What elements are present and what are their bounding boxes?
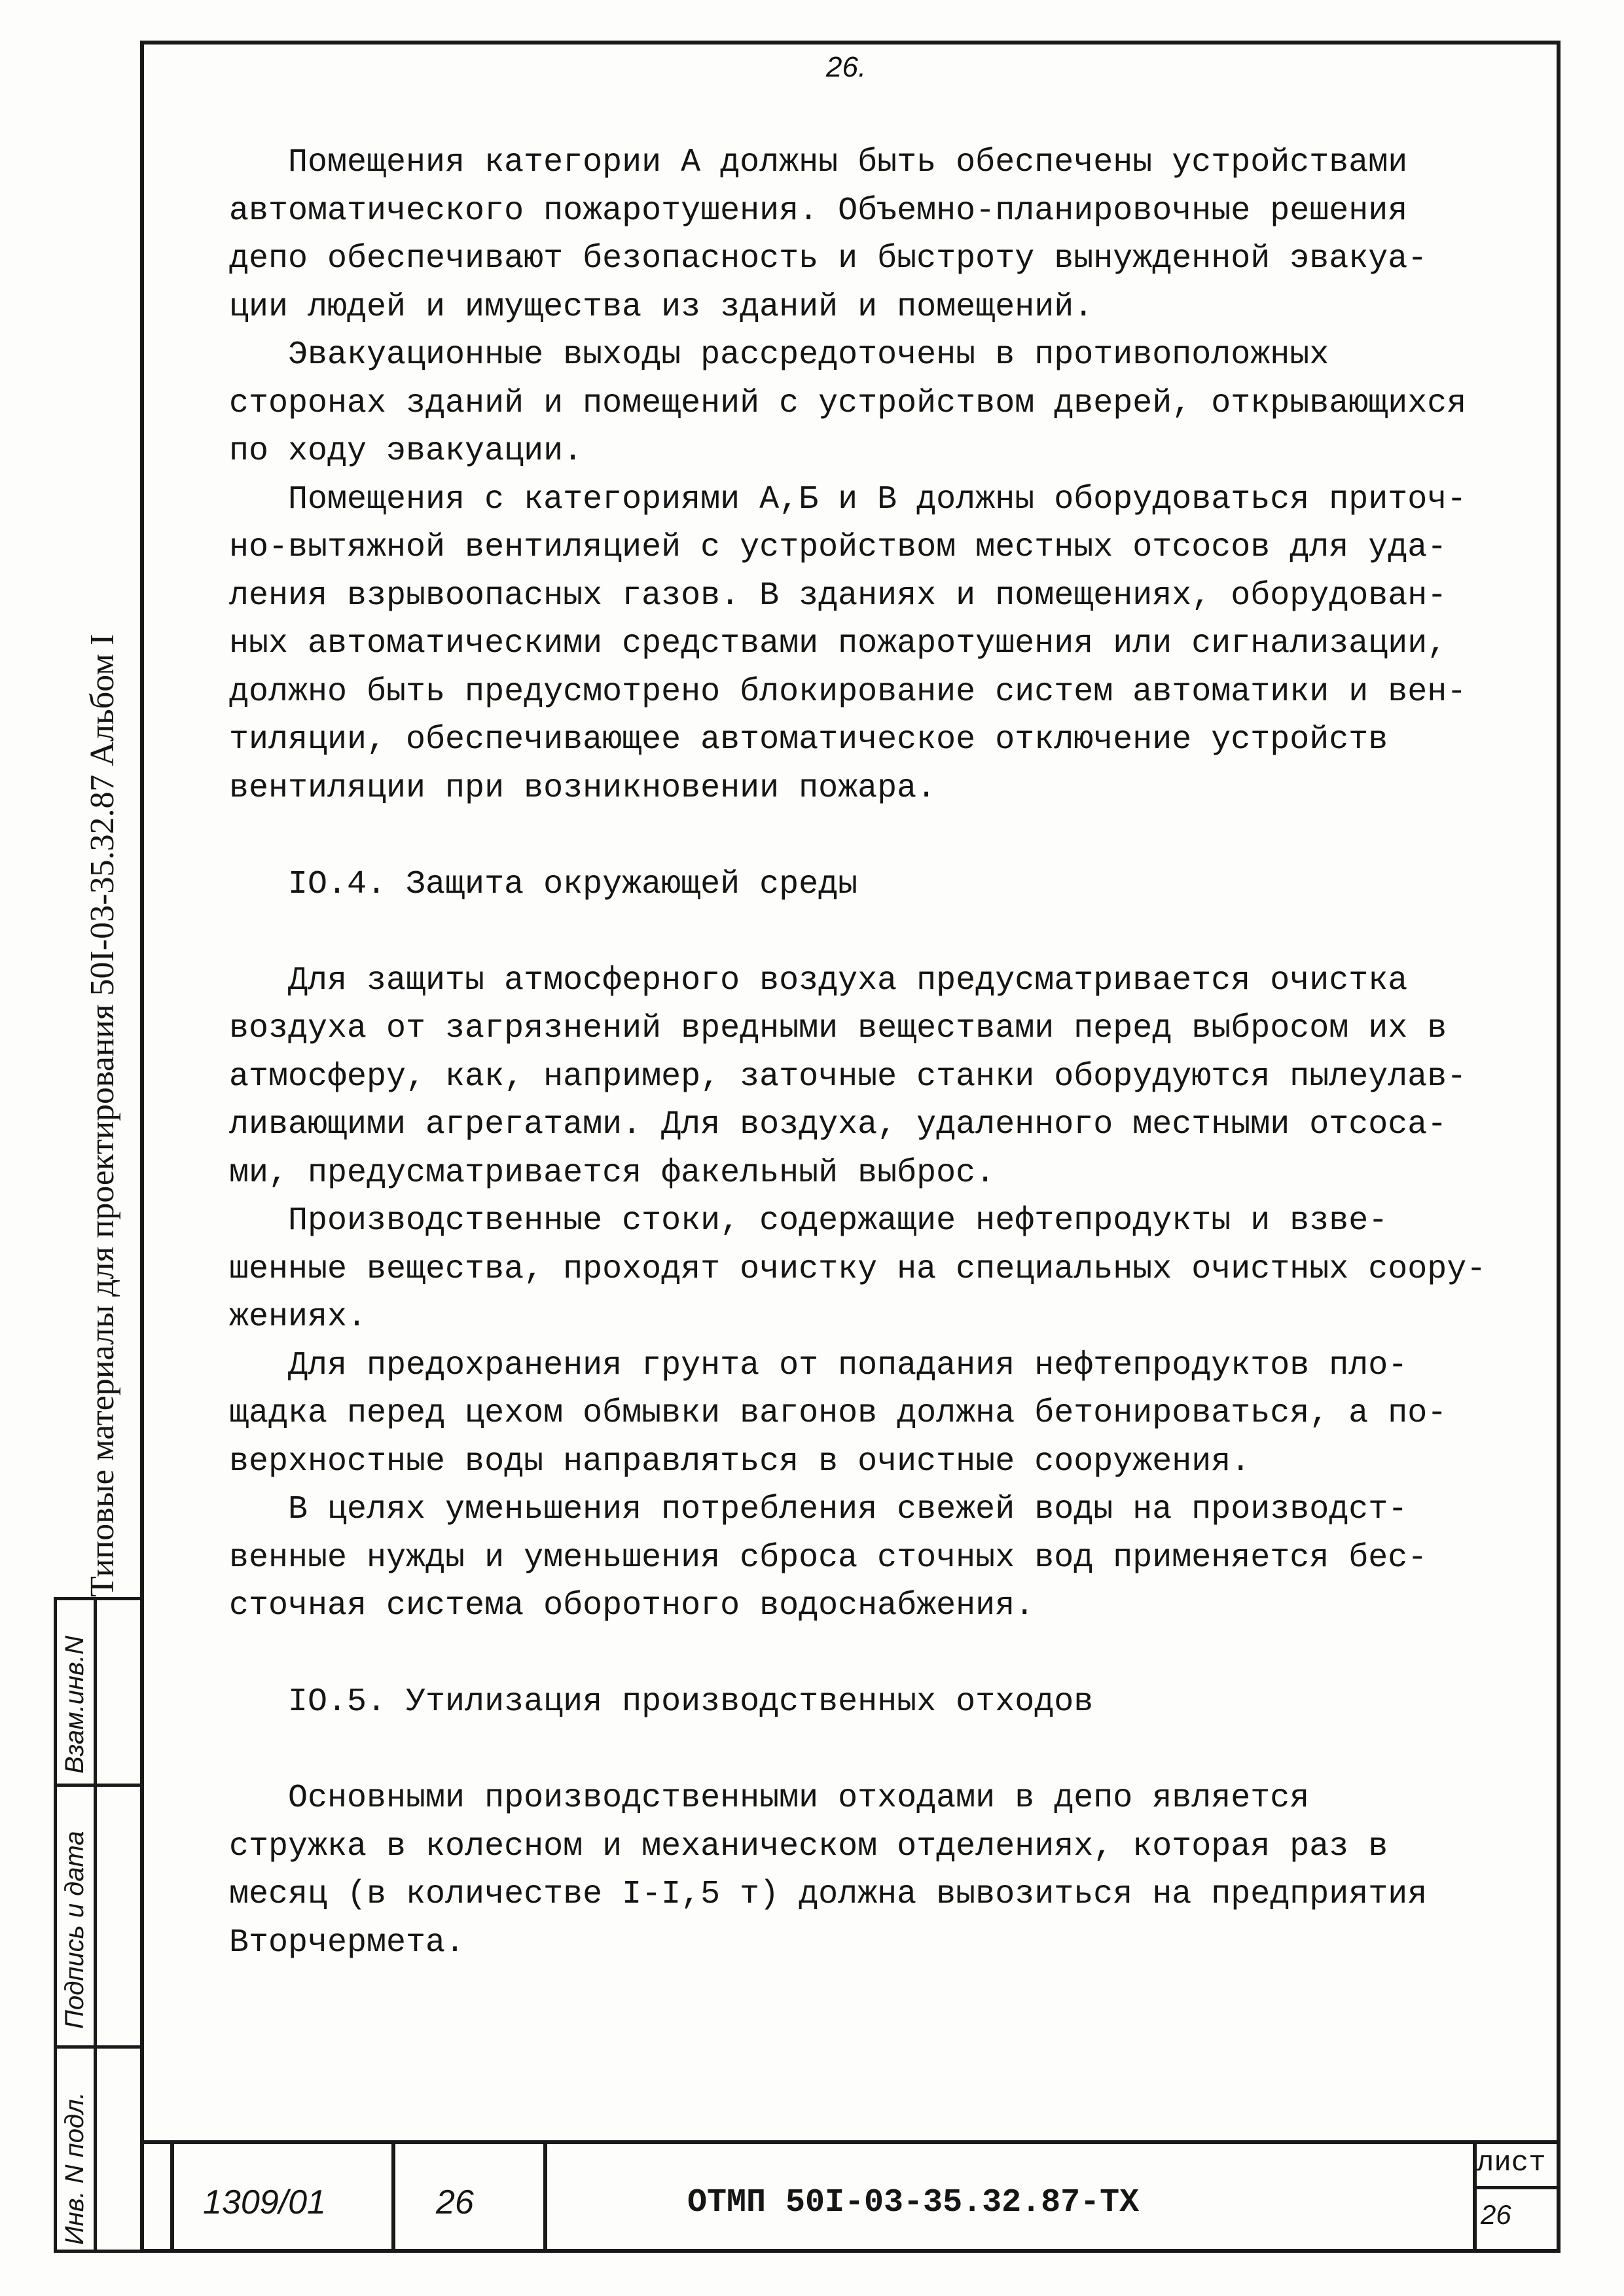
- text-line: Основными производственными отходами в депо является: [229, 1780, 1310, 1817]
- blank-line: [229, 1630, 1532, 1679]
- text-line: ции людей и имущества из зданий и помещений.: [229, 288, 1094, 326]
- text-line: месяц (в количестве I-I,5 т) должна вывозиться на предприятия: [229, 1876, 1428, 1913]
- page-number: 26.: [826, 51, 867, 83]
- sheet-number-left: 26: [436, 2183, 474, 2221]
- text-line: ми, предусматривается факельный выброс.: [229, 1154, 996, 1192]
- text-line: щадка перед цехом обмывки вагонов должна бетонироваться, а по-: [229, 1395, 1447, 1432]
- text-line: ливающими агрегатами. Для воздуха, удаленного местными отсоса-: [229, 1106, 1447, 1143]
- text-line: по ходу эвакуации.: [229, 433, 583, 470]
- text-line: верхностные воды направляться в очистные сооружения.: [229, 1443, 1251, 1480]
- text-line: Для предохранения грунта от попадания нефтепродуктов пло-: [229, 1346, 1408, 1384]
- blank-line: [229, 908, 1532, 957]
- title-block-divider: [170, 2140, 174, 2253]
- text-line: IO.4. Защита окружающей среды: [229, 865, 858, 903]
- text-line: жениях.: [229, 1299, 367, 1336]
- blank-line: [229, 812, 1532, 861]
- text-line: Для защиты атмосферного воздуха предусматривается очистка: [229, 961, 1408, 999]
- text-line: должно быть предусмотрено блокирование систем автоматики и вен-: [229, 673, 1467, 711]
- original-inventory-label: Инв. N подл.: [60, 2092, 89, 2245]
- stamp-divider: [57, 1784, 144, 1787]
- document-designation: ОТМП 50I-03-35.32.87-ТХ: [687, 2183, 1140, 2221]
- sheet-number: 26: [1481, 2199, 1511, 2230]
- blank-line: [229, 1727, 1532, 1775]
- text-line: стружка в колесном и механическом отделениях, которая раз в: [229, 1827, 1388, 1865]
- text-line: сторонах зданий и помещений с устройством дверей, открывающихся: [229, 384, 1467, 422]
- text-line: Эвакуационные выходы рассредоточены в противоположных: [229, 336, 1329, 374]
- text-line: В целях уменьшения потребления свежей воды на производст-: [229, 1491, 1408, 1528]
- text-line: вентиляции при возникновении пожара.: [229, 769, 937, 807]
- text-line: атмосферу, как, например, заточные станки оборудуются пылеулав-: [229, 1058, 1467, 1096]
- text-line: ных автоматическими средствами пожаротушения или сигнализации,: [229, 625, 1447, 662]
- document-number: 1309/01: [203, 2183, 326, 2221]
- stamp-divider: [57, 2045, 144, 2049]
- text-line: воздуха от загрязнений вредными веществами перед выбросом их в: [229, 1010, 1447, 1047]
- text-line: ления взрывоопасных газов. В зданиях и помещениях, оборудован-: [229, 577, 1447, 615]
- sheet-label: лист: [1477, 2147, 1546, 2179]
- text-line: Вторчермета.: [229, 1924, 465, 1962]
- text-line: но-вытяжной вентиляцией с устройством местных отсосов для уда-: [229, 529, 1447, 566]
- side-title: Типовые материалы для проектирования 50I-03-35.32.87 Альбом I: [84, 634, 121, 1597]
- text-line: Помещения категории А должны быть обеспечены устройствами: [229, 144, 1408, 181]
- text-line: автоматического пожаротушения. Объемно-планировочные решения: [229, 192, 1408, 230]
- replacement-inventory-label: Взам.инв.N: [60, 1636, 89, 1774]
- text-line: тиляции, обеспечивающее автоматическое отключение устройств: [229, 721, 1388, 759]
- body-text: [229, 139, 1532, 1967]
- text-line: Помещения с категориями А,Б и В должны оборудоваться приточ-: [229, 480, 1467, 518]
- signature-date-label: Подпись и дата: [60, 1831, 89, 2029]
- text-line: Производственные стоки, содержащие нефтепродукты и взве-: [229, 1202, 1388, 1240]
- text-line: IO.5. Утилизация производственных отходов: [229, 1683, 1094, 1721]
- title-block-divider: [391, 2140, 395, 2253]
- text-line: шенные вещества, проходят очистку на специальных очистных соору-: [229, 1250, 1487, 1288]
- sheet-divider: [1473, 2186, 1561, 2189]
- text-line: депо обеспечивают безопасность и быстроту вынужденной эвакуа-: [229, 240, 1428, 278]
- stamp-divider-vertical: [94, 1600, 97, 2253]
- text-line: сточная система оборотного водоснабжения.: [229, 1587, 1035, 1624]
- title-block-divider: [543, 2140, 547, 2253]
- text-line: венные нужды и уменьшения сброса сточных вод применяется бес-: [229, 1539, 1428, 1577]
